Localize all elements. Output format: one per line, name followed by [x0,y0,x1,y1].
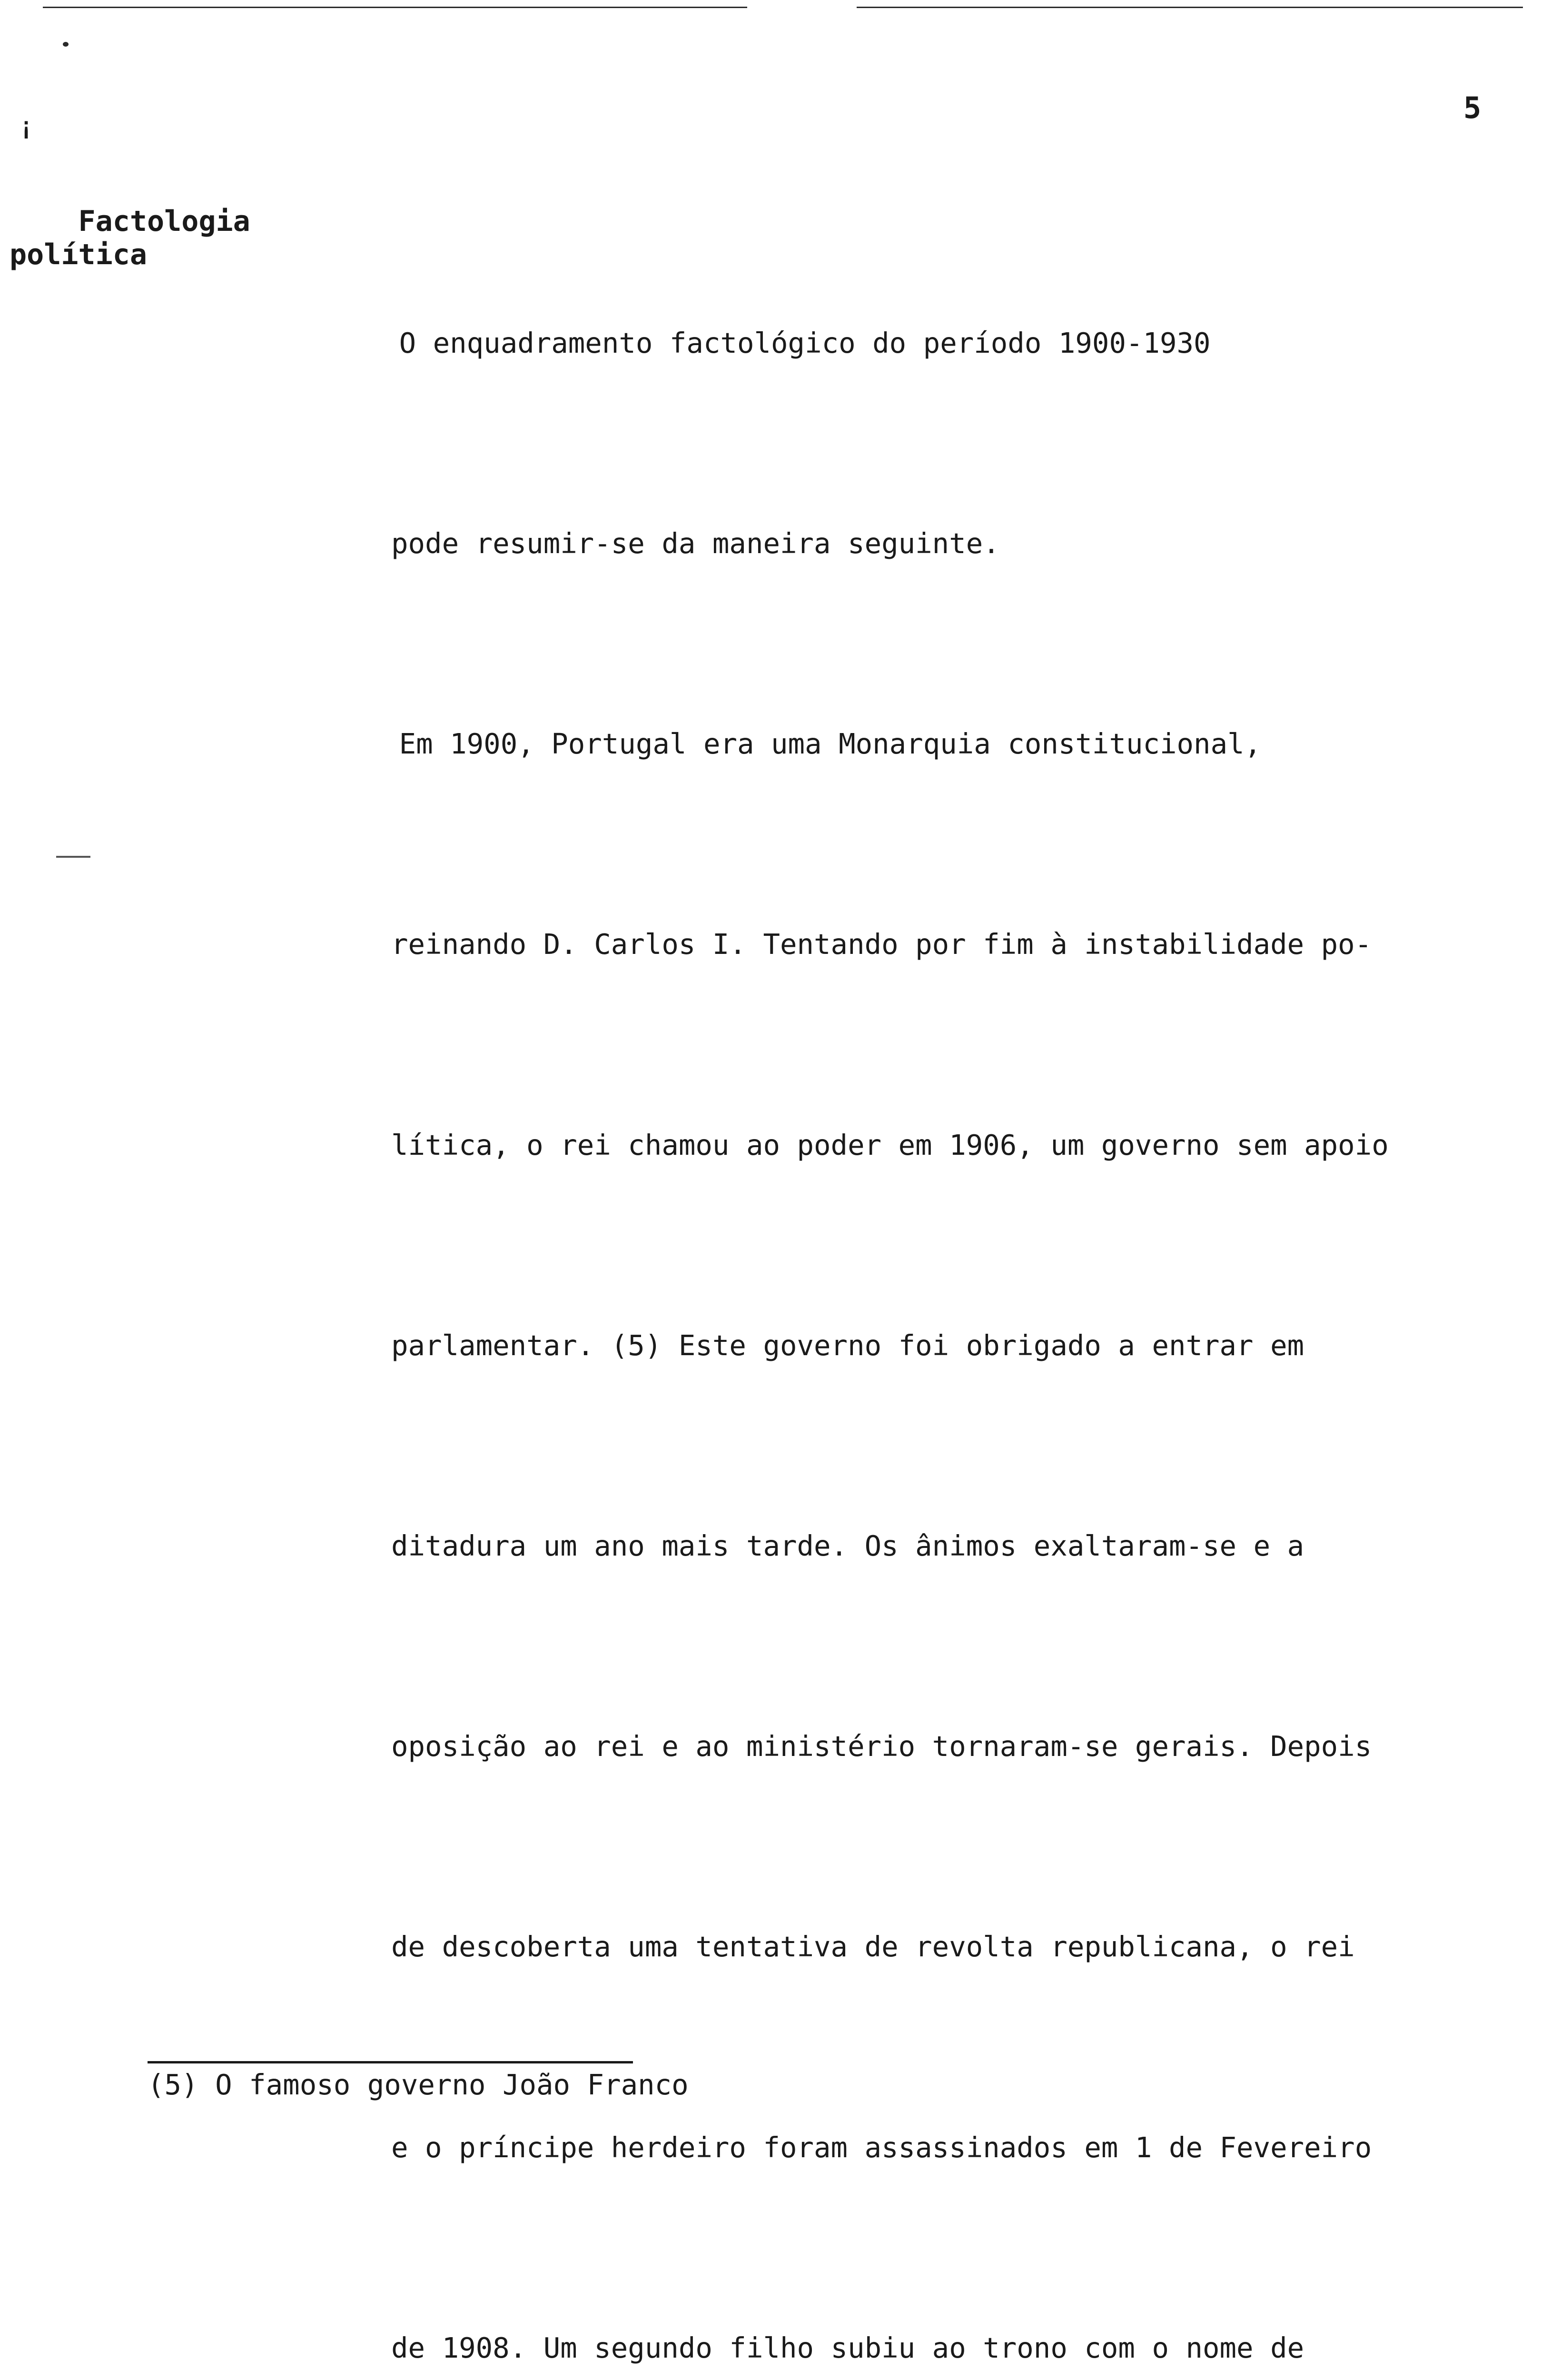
margin-mark: ¡ [19,112,34,140]
body-line: ditadura um ano mais tarde. Os ânimos exaltaram-se e a [391,1529,1304,1563]
footnote: (5) O famoso governo João Franco [148,2068,689,2101]
margin-dash [56,856,90,858]
body-line: de 1908. Um segundo filho subiu ao trono com o nome de [391,2331,1304,2364]
footnote-separator [148,2061,633,2063]
body-line: parlamentar. (5) Este governo foi obrigado a entrar em [391,1329,1304,1362]
body-line: oposição ao rei e ao ministério tornaram-se gerais. Depois [391,1730,1372,1763]
body-line: Em 1900, Portugal era uma Monarquia constitucional, [348,727,1262,761]
body-line: e o príncipe herdeiro foram assassinados em 1 de Fevereiro [391,2131,1372,2164]
body-line: O enquadramento factológico do período 1900-1930 [348,326,1211,359]
scan-speck [63,42,69,47]
margin-note-line-1: Factologia [78,205,250,238]
body-line: de descoberta uma tentativa de revolta republicana, o rei [391,1930,1355,1964]
body-line: pode resumir-se da maneira seguinte. [391,527,1000,560]
body-text [348,176,1505,2380]
body-line: reinando D. Carlos I. Tentando por fim à instabilidade po- [391,928,1372,961]
body-line: lítica, o rei chamou ao poder em 1906, um governo sem apoio [391,1128,1389,1161]
scan-edge-line-right [857,7,1523,8]
scan-edge-line-left [43,7,747,8]
margin-note [10,112,250,305]
margin-note-line-2: política [10,238,147,271]
page-number: 5 [1463,90,1482,125]
